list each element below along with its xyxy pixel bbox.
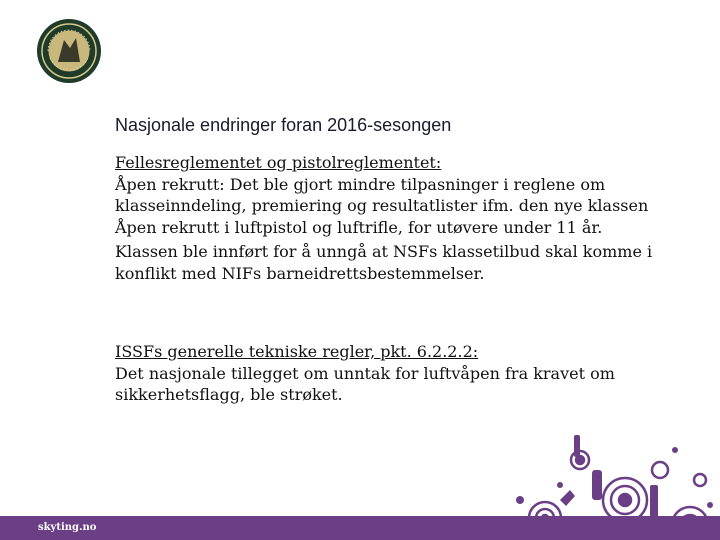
section-paragraph: Klassen ble innført for å unngå at NSFs klassetilbud skal komme i konflikt med NIFs barneidrettsbestemmelser. [115,242,653,283]
footer-site-name: skyting.no [38,522,97,533]
organization-logo-icon [36,18,102,84]
rules-section-1 [115,152,685,285]
section-heading: Fellesreglementet og pistolreglementet: [115,153,442,172]
section-paragraph: Det nasjonale tillegget om unntak for luftvåpen fra kravet om sikkerhetsflagg, ble strøket. [115,363,615,405]
slide-title: Nasjonale endringer foran 2016-sesongen [115,115,452,135]
section-heading: ISSFs generelle tekniske regler, pkt. 6.2.2.2: [115,342,479,361]
section-paragraph: Åpen rekrutt: Det ble gjort mindre tilpasninger i reglene om klasseinndeling, premiering og resultatlister ifm. den nye klassen Åpen rekrutt i luftpistol og luftrifle, for utøvere under 11 år. [115,174,649,237]
footer-bar [0,516,720,540]
rules-section-2 [115,341,685,406]
